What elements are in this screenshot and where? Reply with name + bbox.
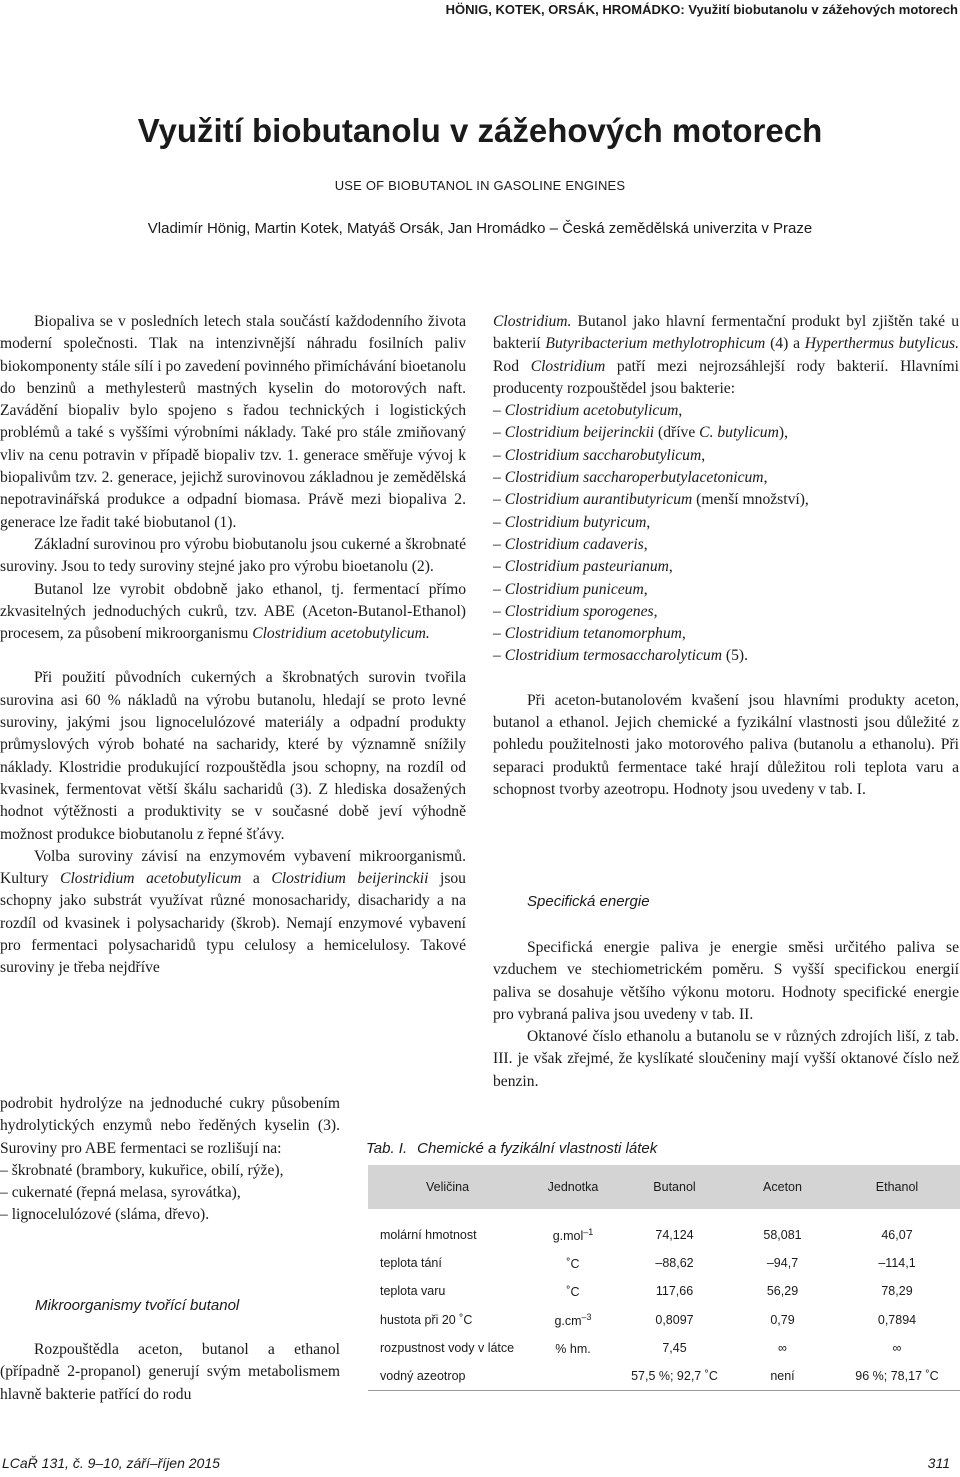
table-row	[368, 1362, 960, 1391]
table-cell: ∞	[778, 1340, 787, 1355]
table-cell: g.mol$^{-1}$	[552, 1227, 594, 1244]
clostridium-text-a: Butanol jako hlavní fermentační produkt byl zjištěn také u bakterií	[493, 313, 959, 353]
list-item: – Clostridium butyricum,	[493, 513, 651, 531]
paragraph-specific-energy: Specifická energie paliva je energie směsi určitého paliva se vzduchem ve stechiometrickém poměru. S vyšší specifickou energií paliva se dosahuje většího výkonu motoru. Hodnoty specifické energie pro vybraná paliva jsou uvedeny v tab. II.	[493, 939, 959, 1023]
enzymes-and: a	[241, 870, 272, 888]
paragraph-fermentation-products: Při aceton-butanolovém kvašení jsou hlavními produkty aceton, butanol a ethanol. Jejich chemické a fyzikální vlastnosti jsou důležité z pohledu použitelnosti jako motorového paliva (butanolu a ethanolu). Při separaci produktů fermentace také hrají důležitou roli teplota varu a schopnost tvorby azeotropu. Hodnoty jsou uvedeny v tab. I.	[493, 691, 959, 798]
list-item: – cukernaté (řepná melasa, syrovátka),	[0, 1184, 241, 1202]
column-header: Aceton	[731, 1165, 834, 1209]
paragraph-clostridium	[493, 311, 959, 400]
column-header: Veličina	[368, 1165, 528, 1209]
table-cell: 117,66	[655, 1284, 694, 1299]
table-cell: –114,1	[878, 1256, 916, 1271]
bacteria-list	[493, 400, 959, 668]
table-cell: teplota varu	[380, 1284, 446, 1299]
section-heading-specific-energy: Specifická energie	[527, 893, 650, 910]
organism-name: Clostridium beijerinckii	[271, 870, 429, 888]
paragraph-intro: Biopaliva se v posledních letech stala součástí každodenního života moderní společnosti. Tlak na intenzivnější náhradu fosilních paliv biokomponenty stále sílí i po zavedení povinného přimíchávání bioetanolu do benzinů a methylesterů mastných kyselin do motorových naft. Zavádění biopaliv bylo spojeno s řadou technických i logistických problémů a také s vyššími výrobními náklady. Také pro stále zmiňovaný vliv na cenu potravin v případě biopaliv tzv. 1. generace směřuje vývoj k biopalivům tzv. 2. generace, jejichž surovinovou základnou je zemědělská nepotravinářská produkce a odpadní biomasa. Právě mezi biopaliva 2. generace lze řadit také biobutanol (1).	[0, 313, 466, 531]
paragraph-solvents: Rozpouštědla aceton, butanol a ethanol (případně 2-propanol) generují svým metabolismem hlavně bakterie patřící do rodu	[0, 1341, 340, 1403]
right-column	[493, 311, 959, 801]
table-row	[368, 1249, 960, 1277]
table-cell: 58,081	[763, 1228, 802, 1243]
enzymes-text-b: jsou schopny jako substrát využívat různé monosacharidy, disacharidy a na rozdíl od kvasinek i polysacharidy (škrob). Nemají enzymové vybavení pro fermentaci polysacharidů typu celulosy a hemicelulosy. Takové suroviny je třeba nejdříve	[0, 870, 466, 977]
paragraph-enzymes	[0, 846, 466, 980]
table-cell: 7,45	[662, 1340, 687, 1355]
table-row	[368, 1306, 960, 1334]
left-column-final	[0, 1339, 340, 1406]
list-item: – Clostridium cadaveris,	[493, 535, 648, 553]
footer-page-number: 311	[927, 1455, 950, 1471]
clostridium-text-c: Rod	[493, 357, 531, 375]
organism-name: Clostridium.	[493, 313, 572, 330]
list-item: – Clostridium puniceum,	[493, 580, 648, 598]
column-header: Butanol	[618, 1165, 731, 1209]
list-item: – Clostridium termosaccharolyticum (5).	[493, 647, 748, 665]
list-item: – Clostridium pasteurianum,	[493, 558, 673, 576]
table-row	[368, 1209, 960, 1249]
paragraph-octane: Oktanové číslo ethanolu a butanolu se v různých zdrojích liší, z tab. III. je však zřejmé, že kyslíkaté sloučeniny mají vyšší oktanové číslo než benzin.	[493, 1028, 959, 1090]
clostridium-text-d: patří mezi nejrozsáhlejší rody bakterií. Hlavními producenty rozpouštědel jsou bakterie:	[493, 357, 959, 397]
running-header: HÖNIG, KOTEK, ORSÁK, HROMÁDKO: Využití biobutanolu v zážehových motorech	[445, 2, 958, 17]
table-cell: 78,29	[881, 1284, 913, 1299]
table-cell: 46,07	[881, 1228, 913, 1243]
table-cell: 0,8097	[655, 1312, 694, 1327]
list-item: – Clostridium acetobutylicum,	[493, 402, 683, 420]
table-cell: ˚C	[566, 1285, 580, 1300]
clostridium-text-b: (4) a	[765, 335, 805, 353]
list-item: – Clostridium aurantibutyricum (menší množství),	[493, 491, 809, 509]
table-cell: –94,7	[766, 1256, 799, 1271]
table-cell: ˚C	[566, 1257, 580, 1272]
table-cell: 0,7894	[877, 1312, 917, 1327]
column-header: Ethanol	[834, 1165, 960, 1209]
article-title: Využití biobutanolu v zážehových motorech	[137, 112, 823, 149]
table-cell: hustota při 20 ˚C	[380, 1312, 473, 1327]
table-cell: –88,62	[655, 1256, 694, 1271]
section-heading-microorganisms: Mikroorganismy tvořící butanol	[35, 1297, 240, 1314]
table-label: Tab. I.	[366, 1140, 408, 1157]
table-cell: 57,5 %; 92,7 ˚C	[618, 1362, 731, 1391]
right-column-specific-energy	[493, 937, 959, 1093]
table-cell: molární hmotnost	[380, 1228, 477, 1243]
list-item: – Clostridium sporogenes,	[493, 602, 658, 620]
table-cell	[528, 1362, 618, 1391]
enzymes-text-a: Volba suroviny závisí na enzymovém vybavení mikroorganismů. Kultury	[0, 847, 466, 888]
list-item: – škrobnaté (brambory, kukuřice, obilí, rýže),	[0, 1161, 284, 1179]
list-item: – Clostridium tetanomorphum,	[493, 625, 686, 643]
article-subtitle: USE OF BIOBUTANOL IN GASOLINE ENGINES	[334, 178, 626, 193]
table-caption-text: Chemické a fyzikální vlastnosti látek	[417, 1140, 658, 1157]
organism-name: Clostridium acetobutylicum.	[252, 625, 430, 643]
table-cell: $g.cm^{-3}$	[554, 1311, 592, 1328]
paragraph-enzymes-continued: podrobit hydrolýze na jednoduché cukry působením hydrolytických enzymů nebo ředěných kyselin (3). Suroviny pro ABE fermentaci se rozlišují na:	[0, 1095, 340, 1157]
table-header-row	[368, 1165, 960, 1209]
left-column-tail	[0, 1093, 340, 1227]
list-item: – Clostridium saccharoperbutylacetonicum,	[493, 469, 768, 487]
organism-name: Clostridium acetobutylicum	[60, 870, 242, 888]
properties-table-wrap	[368, 1165, 960, 1395]
table-cell: vodný azeotrop	[368, 1362, 528, 1391]
table-cell: % hm.	[555, 1341, 591, 1356]
table-cell: není	[731, 1362, 834, 1391]
table-cell: teplota tání	[380, 1256, 442, 1271]
article-authors: Vladimír Hönig, Martin Kotek, Matyáš Orsák, Jan Hromádko – Česká zemědělská univerzita v Praze	[147, 220, 813, 237]
table-cell: rozpustnost vody v látce	[380, 1340, 515, 1355]
table-cell: 74,124	[655, 1228, 694, 1243]
paragraph-abe-process	[0, 579, 466, 646]
table-row	[368, 1277, 960, 1305]
list-item: – Clostridium beijerinckii (dříve C. butylicum),	[493, 424, 788, 442]
organism-name: Butyribacterium methylotrophicum	[545, 335, 766, 353]
paragraph-raw-materials: Základní surovinou pro výrobu biobutanolu jsou cukerné a škrobnaté suroviny. Jsou to tedy suroviny stejné jako pro výrobu bioetanolu (2).	[0, 535, 466, 576]
organism-name: Clostridium	[530, 357, 606, 375]
list-item: – Clostridium saccharobutylicum,	[493, 446, 706, 464]
paragraph-costs: Při použití původních cukerných a škrobnatých surovin tvořila surovina asi 60 % nákladů na výrobu butanolu, hledají se proto levné suroviny, jakými jsou lignocelulózové materiály a odpadní produkty průmyslových výrob bohaté na sacharidy, které by významně snížily náklady. Klostridie produkující rozpouštědla jsou schopny, na rozdíl od kvasinek, fermentovat větší škálu sacharidů (3). Z hlediska dosažených hodnot výtěžnosti a produktivity se v současné době jeví výhodně možnost produkce biobutanolu z řepné šťávy.	[0, 669, 466, 843]
table-caption	[366, 1140, 657, 1157]
table-cell: 96 %; 78,17 ˚C	[834, 1362, 960, 1391]
raw-material-list	[0, 1160, 340, 1227]
list-item: – lignocelulózové (sláma, dřevo).	[0, 1206, 210, 1224]
left-column	[0, 311, 466, 980]
column-header: Jednotka	[528, 1165, 618, 1209]
table-cell: 56,29	[766, 1284, 799, 1299]
footer-journal: LCaŘ 131, č. 9–10, září–říjen 2015	[2, 1455, 220, 1471]
table-cell: ∞	[892, 1340, 902, 1355]
abe-text: Butanol lze vyrobit obdobně jako ethanol, tj. fermentací přímo zkvasitelných jednoduchých cukrů, tzv. ABE (Aceton-Butanol-Ethanol) procesem, za působení mikroorganismu	[0, 580, 466, 643]
table-row	[368, 1334, 960, 1362]
properties-table	[368, 1165, 960, 1391]
table-cell: 0,79	[770, 1312, 795, 1327]
organism-name: Hyperthermus butylicus.	[804, 335, 959, 353]
